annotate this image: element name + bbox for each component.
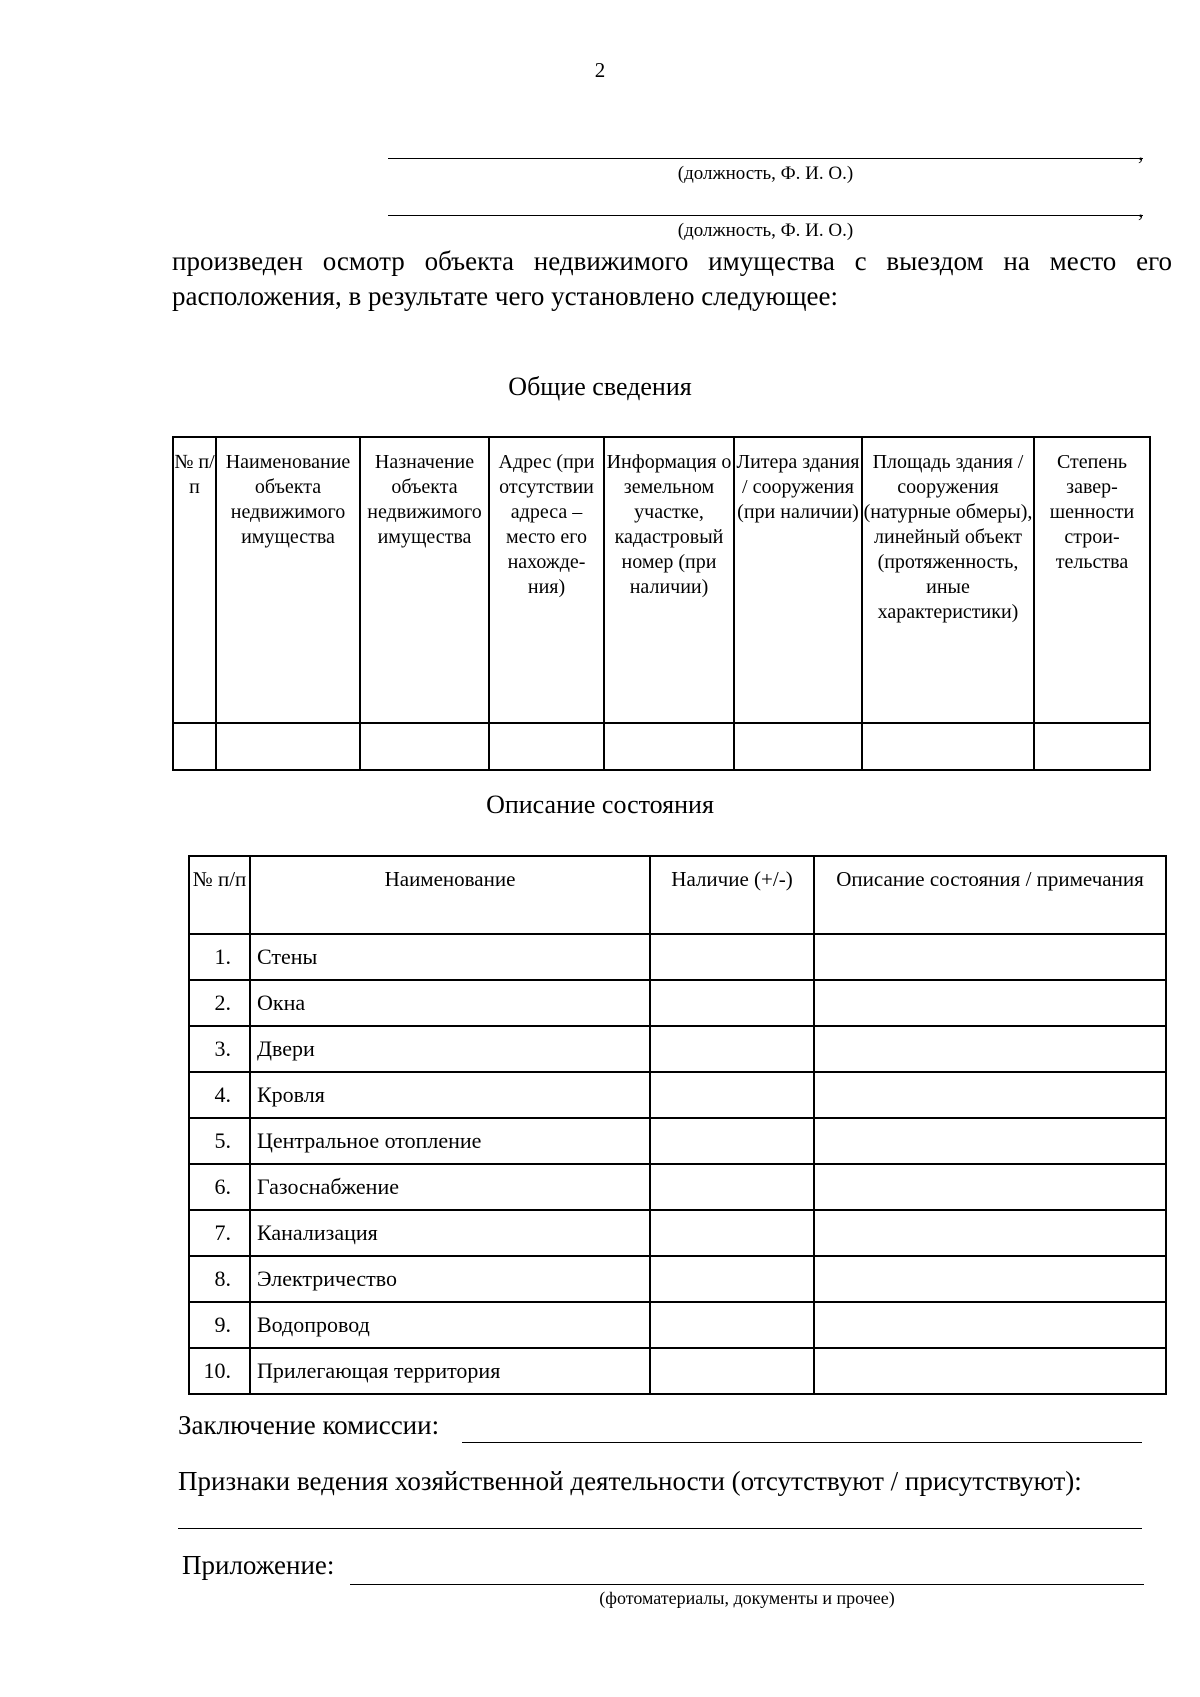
header-cell: № п/п: [189, 856, 250, 934]
table-row: [189, 1072, 1166, 1118]
header-cell: Наименование: [250, 856, 650, 934]
table-cell[interactable]: [734, 723, 862, 770]
presence-cell[interactable]: [650, 934, 814, 980]
condition-title: Описание состояния: [486, 790, 714, 819]
description-cell[interactable]: [814, 1302, 1166, 1348]
signature-comma-2: ,: [1138, 197, 1144, 222]
description-cell[interactable]: [814, 1256, 1166, 1302]
row-number: 9.: [189, 1302, 250, 1348]
row-name: Водопровод: [250, 1302, 650, 1348]
row-number: 10.: [189, 1348, 250, 1394]
row-name: Электричество: [250, 1256, 650, 1302]
row-name: Кровля: [250, 1072, 650, 1118]
row-number: 6.: [189, 1164, 250, 1210]
presence-cell[interactable]: [650, 980, 814, 1026]
presence-cell[interactable]: [650, 1026, 814, 1072]
table-row: [189, 1026, 1166, 1072]
header-cell: Назначение объекта недвижимого имущества: [360, 437, 489, 723]
row-number: 1.: [189, 934, 250, 980]
row-number: 5.: [189, 1118, 250, 1164]
signature-line-1[interactable]: [388, 158, 1143, 159]
signature-line-2[interactable]: [388, 215, 1143, 216]
table-cell[interactable]: [604, 723, 734, 770]
conclusion-line[interactable]: [462, 1442, 1142, 1443]
presence-cell[interactable]: [650, 1256, 814, 1302]
attachment-label: Приложение:: [182, 1550, 335, 1580]
row-name: Двери: [250, 1026, 650, 1072]
page-number: 2: [594, 58, 606, 82]
table-cell[interactable]: [1034, 723, 1150, 770]
table-row: [189, 934, 1166, 980]
table-row: [189, 1118, 1166, 1164]
presence-cell[interactable]: [650, 1164, 814, 1210]
table-cell[interactable]: [360, 723, 489, 770]
activity-line[interactable]: [178, 1528, 1142, 1529]
signature-comma-1: ,: [1138, 140, 1144, 165]
presence-cell[interactable]: [650, 1118, 814, 1164]
table-cell[interactable]: [173, 723, 216, 770]
general-info-header-row: [173, 437, 1150, 723]
table-cell[interactable]: [216, 723, 360, 770]
activity-label: Признаки ведения хозяйственной деятельности (отсутствуют / присутствуют):: [178, 1466, 1082, 1496]
table-cell[interactable]: [862, 723, 1034, 770]
presence-cell[interactable]: [650, 1302, 814, 1348]
conclusion-label: Заключение комиссии:: [178, 1410, 440, 1440]
header-cell: Литера здания / сооружения (при наличии): [734, 437, 862, 723]
general-info-empty-row: [173, 723, 1150, 770]
header-cell: Описание состояния / примечания: [814, 856, 1166, 934]
description-cell[interactable]: [814, 1348, 1166, 1394]
description-cell[interactable]: [814, 1026, 1166, 1072]
signature-caption-2: (должность, Ф. И. О.): [677, 220, 854, 241]
row-number: 3.: [189, 1026, 250, 1072]
intro-paragraph: произведен осмотр объекта недвижимого имущества с выездом на место его расположения, в результате чего установлено следующее:: [172, 246, 1172, 311]
description-cell[interactable]: [814, 1072, 1166, 1118]
header-cell: Площадь здания / сооружения (натурные обмеры), линейный объект (протяженность, иные характеристики): [862, 437, 1034, 723]
row-name: Центральное отопление: [250, 1118, 650, 1164]
header-cell: № п/п: [173, 437, 216, 723]
header-cell: Степень завер-шенности строи-тельства: [1034, 437, 1150, 723]
header-cell: Наличие (+/-): [650, 856, 814, 934]
table-row: [189, 1302, 1166, 1348]
description-cell[interactable]: [814, 1118, 1166, 1164]
row-number: 7.: [189, 1210, 250, 1256]
condition-table: [188, 855, 1167, 1395]
general-info-table: [172, 436, 1151, 771]
attachment-caption: (фотоматериалы, документы и прочее): [599, 1588, 895, 1608]
table-row: [189, 1164, 1166, 1210]
row-number: 4.: [189, 1072, 250, 1118]
description-cell[interactable]: [814, 1210, 1166, 1256]
general-info-title: Общие сведения: [508, 372, 692, 401]
table-row: [189, 980, 1166, 1026]
description-cell[interactable]: [814, 934, 1166, 980]
row-name: Газоснабжение: [250, 1164, 650, 1210]
row-name: Окна: [250, 980, 650, 1026]
row-number: 8.: [189, 1256, 250, 1302]
presence-cell[interactable]: [650, 1210, 814, 1256]
presence-cell[interactable]: [650, 1072, 814, 1118]
attachment-line[interactable]: [350, 1584, 1144, 1585]
table-cell[interactable]: [489, 723, 604, 770]
condition-header-row: [189, 856, 1166, 934]
table-row: [189, 1256, 1166, 1302]
row-name: Канализация: [250, 1210, 650, 1256]
description-cell[interactable]: [814, 980, 1166, 1026]
header-cell: Информация о земельном участке, кадастровый номер (при наличии): [604, 437, 734, 723]
table-row: [189, 1348, 1166, 1394]
row-name: Стены: [250, 934, 650, 980]
signature-caption-1: (должность, Ф. И. О.): [677, 163, 854, 184]
row-name: Прилегающая территория: [250, 1348, 650, 1394]
description-cell[interactable]: [814, 1164, 1166, 1210]
row-number: 2.: [189, 980, 250, 1026]
table-row: [189, 1210, 1166, 1256]
presence-cell[interactable]: [650, 1348, 814, 1394]
header-cell: Адрес (при отсутствии адреса – место его нахожде-ния): [489, 437, 604, 723]
header-cell: Наименование объекта недвижимого имущества: [216, 437, 360, 723]
